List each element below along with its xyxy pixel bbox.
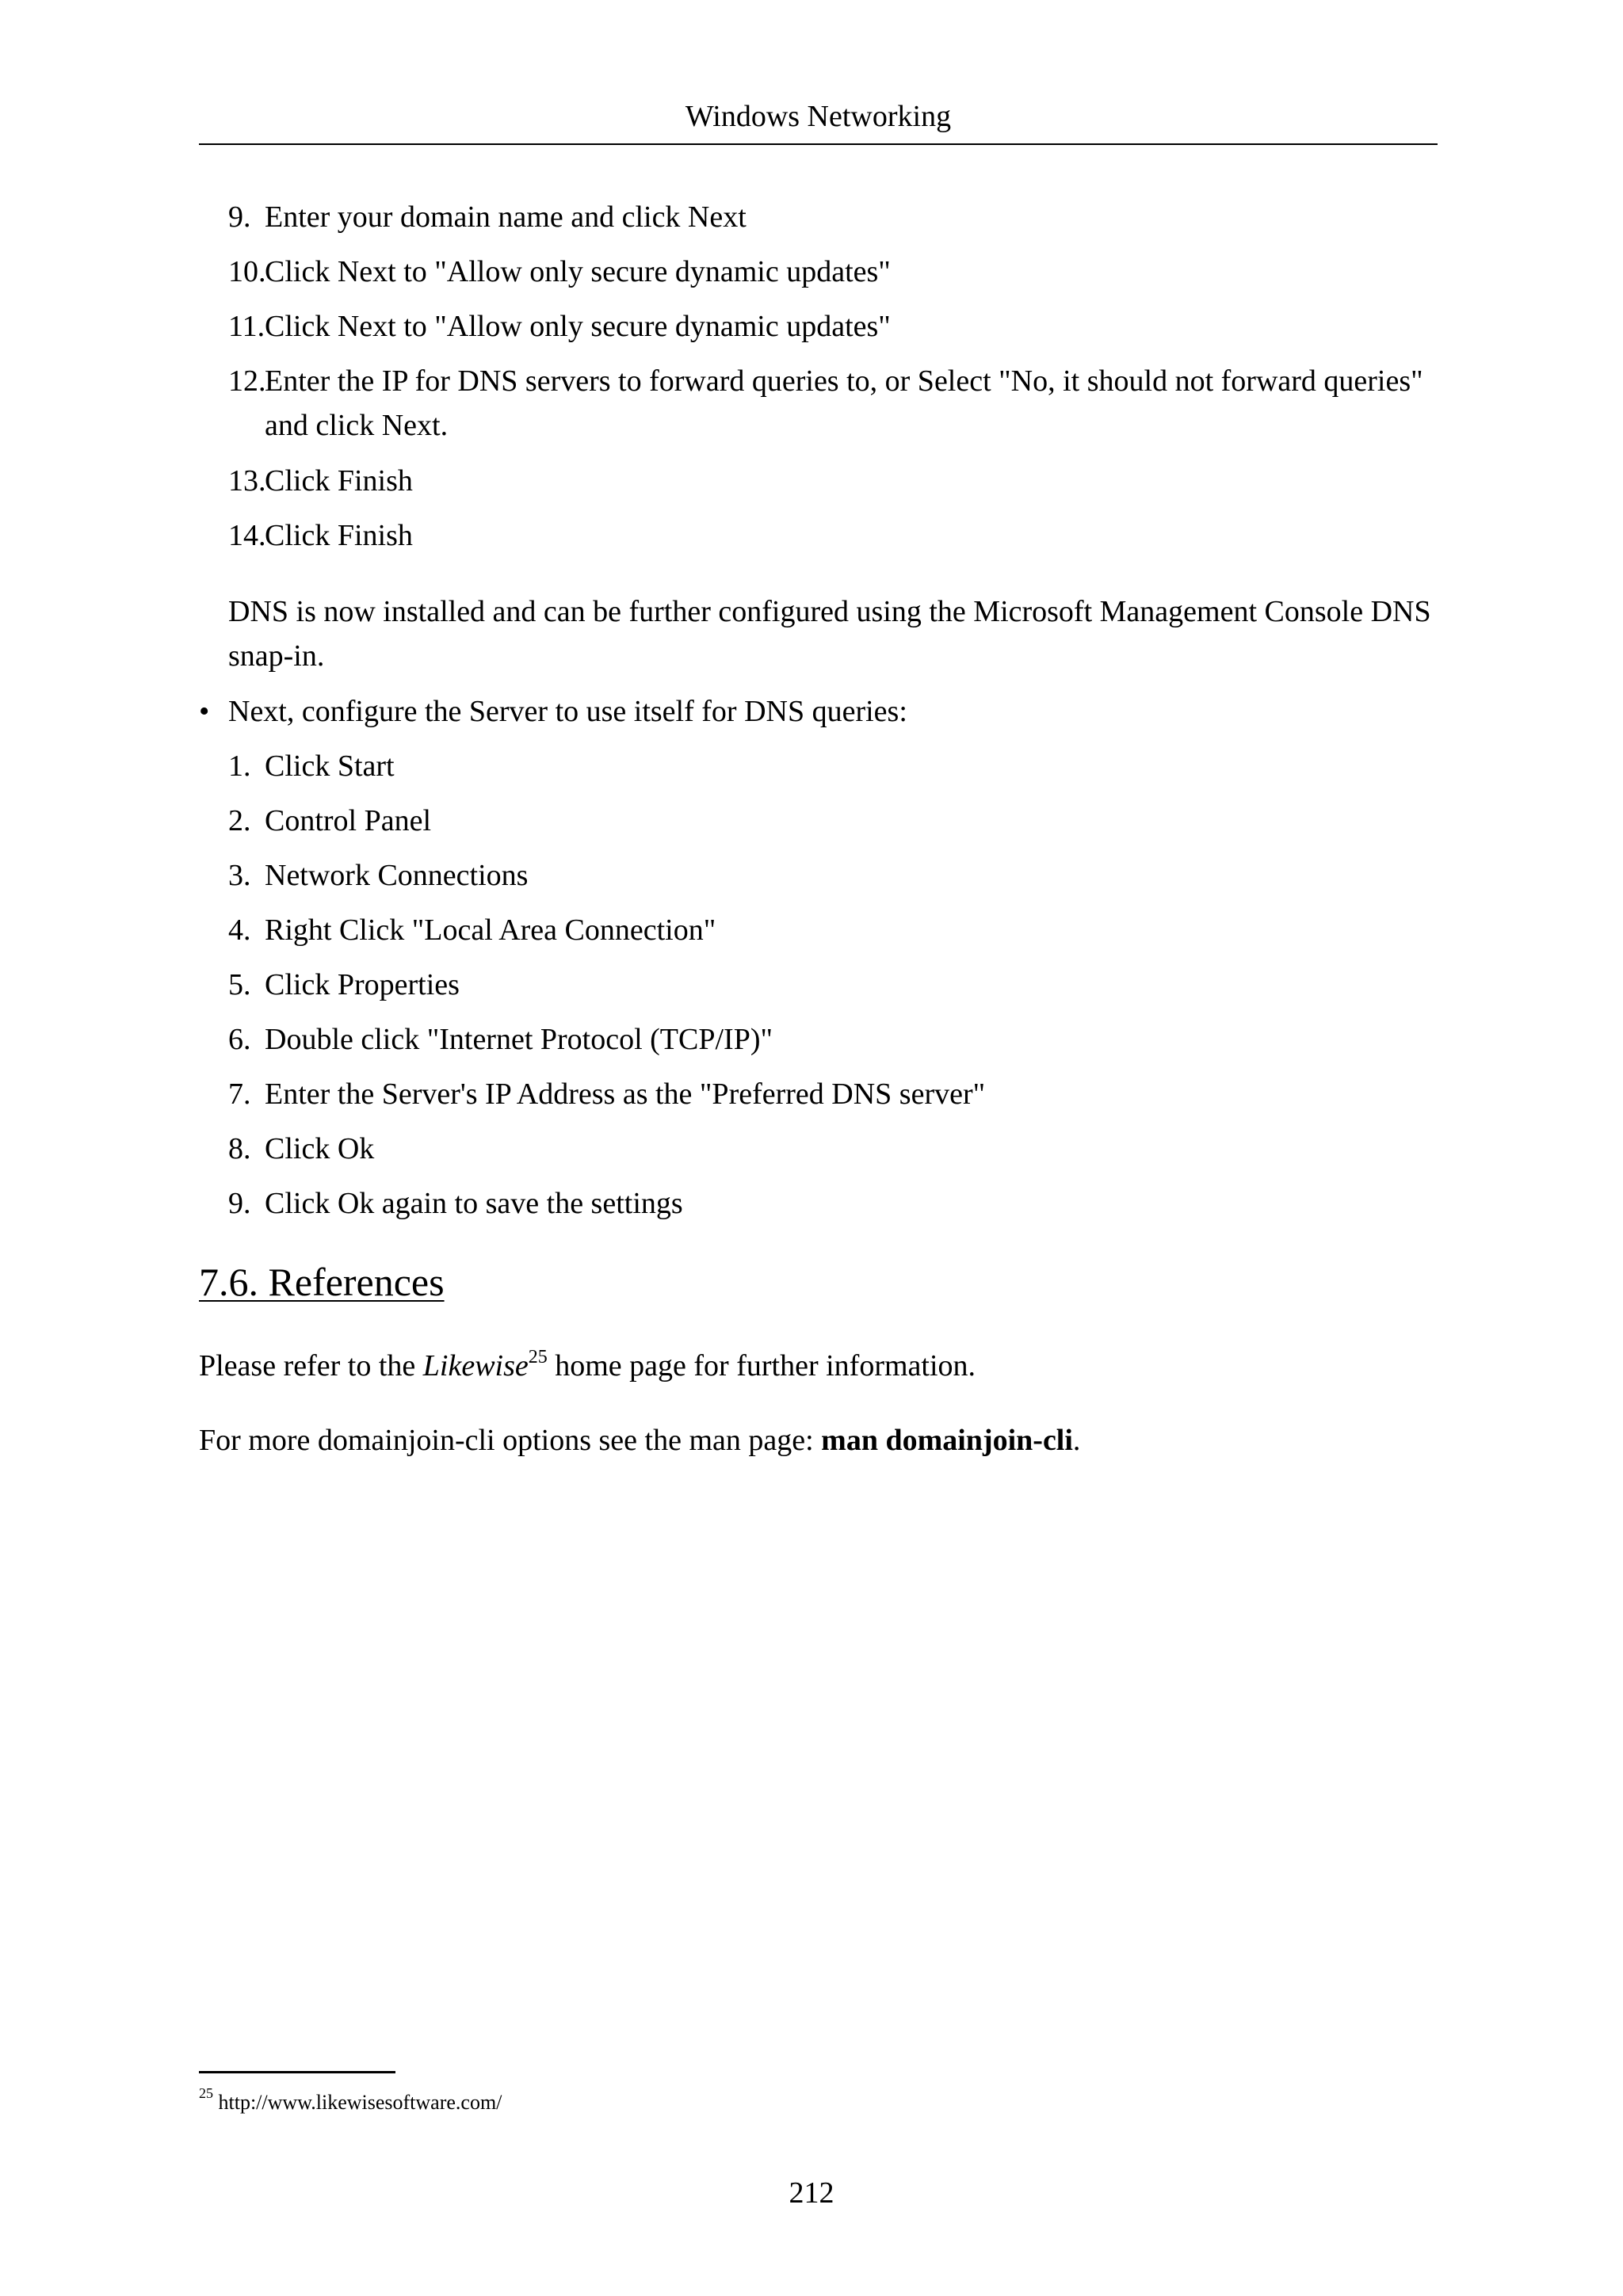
list-item-number: 7. [228,1077,251,1111]
man-page-text: . [1072,1424,1081,1457]
list-item-text: Double click "Internet Protocol (TCP/IP)" [265,1023,773,1056]
list-item-text: Click Properties [265,968,460,1001]
likewise-link[interactable]: Likewise [422,1349,529,1383]
references-text: Please refer to the [199,1349,423,1383]
list-item-number: 5. [228,968,251,1001]
list-item-text: Click Start [265,749,395,783]
list-item-text: Click Ok [265,1132,375,1165]
page-number: 212 [789,2176,834,2210]
list-item-text: Enter your domain name and click Next [265,200,747,234]
footnote [199,2087,502,2119]
list-item-text: Control Panel [265,804,432,837]
header-rule [199,143,1438,145]
list-item-number: 13. [228,464,266,498]
list-item-number: 4. [228,913,251,947]
man-page-command: man domainjoin-cli [821,1424,1073,1457]
dns-installed-note: DNS is now installed and can be further configured using the Microsoft Management Console DNS snap-in. [228,595,1431,673]
list-item-text: Click Next to "Allow only secure dynamic updates" [265,255,891,288]
running-header: Windows Networking [685,100,952,133]
footnote-rule [199,2071,395,2073]
list-item-text: Click Finish [265,464,413,498]
list-item-text: Right Click "Local Area Connection" [265,913,716,947]
list-item-number: 9. [228,1187,251,1220]
bullet-icon: • [199,695,210,728]
footnote-ref[interactable]: 25 [528,1347,548,1368]
list-item-number: 2. [228,804,251,837]
list-item-number: 6. [228,1023,251,1056]
list-item-text: Click Ok again to save the settings [265,1187,683,1220]
list-item-number: 9. [228,200,251,234]
section-heading: 7.6. References [199,1260,445,1304]
list-item-number: 3. [228,859,251,892]
list-item-number: 1. [228,749,251,783]
list-item-number: 12. [228,364,266,398]
footnote-mark: 25 [199,2085,213,2102]
list-item-number: 11. [228,310,265,343]
bullet-text: Next, configure the Server to use itself for DNS queries: [228,695,907,728]
list-item-text: Click Next to "Allow only secure dynamic updates" [265,310,891,343]
list-item-number: 10. [228,255,266,288]
list-item-text: Network Connections [265,859,529,892]
man-page-paragraph [199,1418,1080,1463]
man-page-text: For more domainjoin-cli options see the man page: [199,1424,822,1457]
references-paragraph [199,1344,976,1388]
list-item-number: 14. [228,519,266,552]
list-item-text: Enter the IP for DNS servers to forward queries to, or Select "No, it should not forward queries" and click Next. [265,364,1423,442]
list-item-text: Enter the Server's IP Address as the "Preferred DNS server" [265,1077,986,1111]
list-item-number: 8. [228,1132,251,1165]
footnote-url[interactable]: http://www.likewisesoftware.com/ [213,2091,502,2114]
list-item-text: Click Finish [265,519,413,552]
references-text: home page for further information. [547,1349,976,1383]
